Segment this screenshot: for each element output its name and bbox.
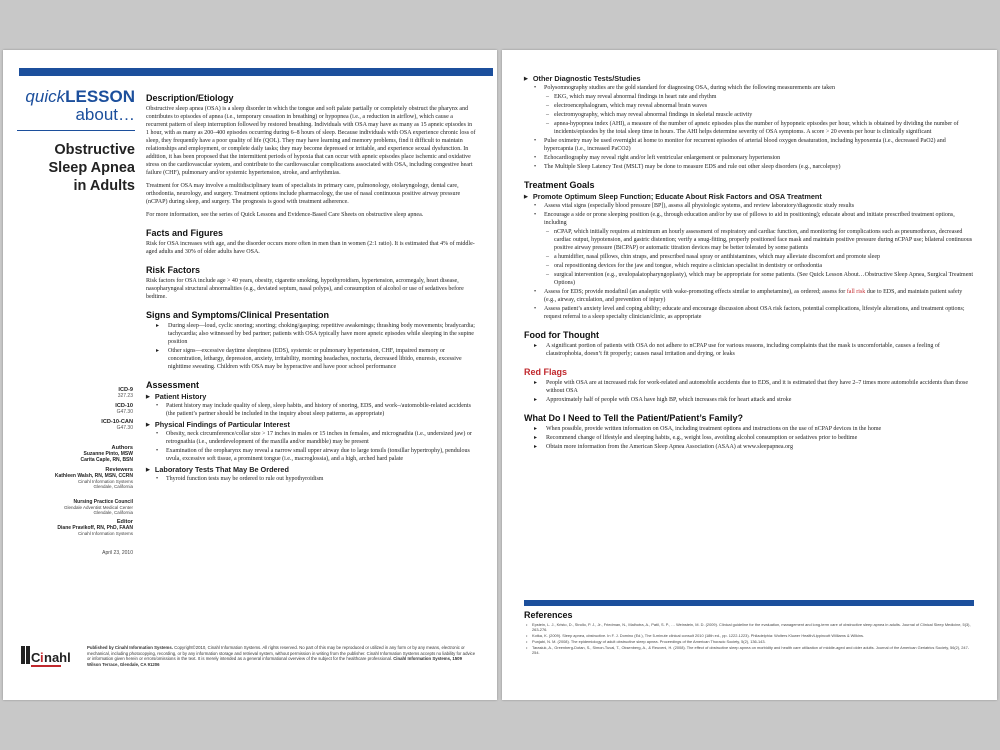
council-org: Glendale, California [93, 510, 133, 515]
sub-list-item: – a humidifier, nasal pillows, chin straps, and prescribed nasal spray or antihistamines, which may alleviate discomfort and promote sleep [524, 253, 974, 261]
publisher-notice [87, 645, 477, 667]
svg-text:i: i [40, 650, 44, 665]
svg-text:nahl: nahl [44, 650, 71, 665]
sub-list-item: – apnea-hypopnea index (AHI), a measure of the number of apneic episodes plus the number of hypopneic episodes per hour, which is obtained by dividing the number of incidents/episodes by the total sleep time in hours. The AHI helps determine severity of OSA symptoms. A score > 20 events per hour is clinically significant [524, 120, 974, 136]
reviewer-org: Glendale, California [93, 484, 133, 489]
sidebar-divider [17, 130, 135, 131]
council-label: Nursing Practice Council [73, 499, 133, 505]
brand-lesson: LESSON [65, 87, 135, 106]
reference-item: • Punjabi, N. M. (2008). The epidemiology of adult obstructive sleep apnea. Proceedings of the American Thoracic Society, 5(2), 136-143. [524, 639, 974, 644]
svg-text:C: C [31, 650, 41, 665]
subsection-heading: ▶ Other Diagnostic Tests/Studies [524, 74, 974, 83]
publisher-name: Published by Cinahl Information Systems. [87, 645, 173, 650]
brand-about: about… [75, 105, 135, 124]
sub-list-item: – EKG, which may reveal abnormal findings in heart rate and rhythm [524, 93, 974, 101]
list-item: • Encourage a side or prone sleeping position (e.g., through education and/or by use of pillows to aid in positioning); educate about and initiate prescribed treatment options, including [524, 211, 974, 227]
left-page [3, 50, 497, 700]
subsection-heading: ▶ Physical Findings of Particular Interest [146, 420, 476, 429]
codes-and-credits [17, 383, 133, 556]
reviewers-label: Reviewers [105, 467, 133, 473]
sidebar [17, 88, 135, 195]
title-line: Sleep Apnea [48, 160, 135, 176]
list-item: • Pulse oximetry may be used overnight at home to monitor for recurrent episodes of arterial blood oxygen desaturation, including hypoxemia (i.e., decreased PaO2) and hypercapnia (i.e., increased PaCO2) [524, 137, 974, 153]
list-item: • Assess patient’s anxiety level and coping ability; educate and encourage discussion about OSA risk factors, potential complications, lifestyle alterations, and treatment options; request referral to a sleep specialty clinician/clinic, as appropriate [524, 305, 974, 321]
publisher-address: Cinahl Information Systems, 1509 Wilson Terrace, Glendale, CA 91206 [87, 656, 462, 667]
authors-label: Authors [111, 445, 133, 451]
right-page [502, 50, 997, 700]
list-item: ▸ Recommend change of lifestyle and sleeping habits, e.g., weight loss, avoiding alcohol consumption or sedatives prior to bedtime [524, 434, 974, 442]
author-name: Suzanne Pinto, MSW [83, 451, 133, 457]
publication-date: April 23, 2010 [102, 550, 133, 556]
section-heading: Treatment Goals [524, 180, 595, 190]
list-item: • The Multiple Sleep Latency Test (MSLT) may be done to measure EDS and rule out other sleep disorders (e.g., narcolepsy) [524, 163, 974, 171]
list-item: • Thyroid function tests may be ordered to rule out hypothyroidism [146, 475, 476, 483]
list-item: ▸ People with OSA are at increased risk for work-related and automobile accidents due to EDS, and it is estimated that they have 2–7 times more automobile accidents than those without OSA [524, 379, 974, 395]
section-heading: What Do I Need to Tell the Patient/Patient’s Family? [524, 413, 744, 423]
list-item: ▸ Obtain more information from the American Sleep Apnea Association (ASAA) at www.sleepapnea.org [524, 443, 974, 451]
section-heading: Assessment [146, 380, 200, 390]
list-item [524, 288, 974, 304]
reviewer-name: Kathleen Walsh, RN, MSN, CCRN [54, 473, 133, 479]
reference-item: • Kotka, K. (2009). Sleep apnea, obstructive. In F. J. Domino (Ed.), The 5-minute clinical consult 2010 (18th ed., pp. 1222-1223). Philadelphia: Wolters Kluwer Health/Lippincott Williams & Wilkins. [524, 633, 974, 638]
section-heading: Food for Thought [524, 330, 599, 340]
references-section [524, 600, 974, 656]
references-bar [524, 600, 974, 606]
code-value: 327.23 [117, 393, 133, 399]
paragraph: Obstructive sleep apnea (OSA) is a sleep disorder in which the tongue and soft palate partially or completely obstruct the pharynx and contributes to episodes of apnea (i.e., temporary cessation in breathing) or hypopnea (i.e., a reduction in airflow), which cause a recurrent pattern of sleep interruption followed by restored breathing. Individuals with OSA may have as many as 15 apneic episodes in 1 hour, with as many as 200–400 episodes occurring during 6–8 hours of sleep. Because individuals with OSA experience chronic loss of sleep, they frequently have a poor quality of life (QOL). They may have learning and memory problems, find it difficult to maintain relationships and employment, or complete daily tasks; they may become depressed or irritable, and experience sexual dysfunction. In addition, it has been proposed that the intermittent periods of hypoxia that can occur with apneic episodes place ischemic and oxidative stress on the cardiovascular system, and contribute to the cardiovascular complications associated with OSA, including congestive heart failure (CHF), pulmonary and/or systemic hypertension, stroke, and arrhythmias. [146, 106, 476, 176]
brand-quick: quick [25, 87, 66, 106]
paragraph: Risk factors for OSA include age > 40 years, obesity, cigarette smoking, hypothyroidism, hypertension, acromegaly, heart disease, nasopharyngeal structural abnormalities (e.g., deviated septum, nasal polyps), and consumption of alcohol or use of sedatives before bedtime. [146, 278, 464, 300]
list-item: • Examination of the oropharynx may reveal a narrow small upper airway due to large tonsils (tonsillar hypertrophy), pendulous uvula, excessive soft tissue, a prominent tongue (i.e., macroglossia), and a high, arched hard palate [146, 447, 476, 463]
subsection-heading: ▶ Laboratory Tests That May Be Ordered [146, 465, 476, 474]
paragraph: Risk for OSA increases with age, and the disorder occurs more often in men than in women (2:1 ratio). It is estimated that 4% of middle-aged adults and 30% of older adults have OSA. [146, 241, 475, 255]
section-heading: Risk Factors [146, 265, 201, 275]
list-item: ▸ During sleep—loud, cyclic snoring; snorting; choking/gasping; repetitive awakenings; thrashing body movements; bradycardia; tachycardia; also witnessed by bed partner; patients with OSA typically have more apneic episodes while sleeping in the supine position [146, 322, 476, 346]
list-item: ▸ Other signs—excessive daytime sleepiness (EDS), systemic or pulmonary hypertension, CHF, impaired memory or concentration, lethargy, depression, anxiety, irritability, morning headaches, nocturia, decreased libido, enuresis, excessive nighttime sweating. Children with OSA may be hyperactive and have poor school performance [146, 347, 476, 371]
quick-lesson-brand [17, 88, 135, 124]
editor-org: Cinahl Information Systems [77, 531, 133, 536]
reference-item: • Epstein, L. J., Kristo, D., Strollo, P. J., Jr., Friedman, N., Malhotra, A., Patil, S. P., … Weinstein, M. D. (2009). Clinical guideline for the evaluation, management and long-term care of obstructive sleep apnea in adults. Journal of Clinical Sleep Medicine, 5(3), 263-276. [524, 622, 974, 632]
title-line: in Adults [73, 178, 135, 194]
reviewer-org: Cinahl Information Systems [77, 479, 133, 484]
list-item: • Assess vital signs (especially blood pressure [BP]), assess all physiologic systems, and review laboratory/diagnostic study results [524, 202, 974, 210]
right-content [524, 72, 974, 452]
list-item: ▸ When possible, provide written information on OSA, including treatment options and instructions on the use of nCPAP devices in the home [524, 425, 974, 433]
section-heading-red: Red Flags [524, 367, 568, 377]
code-label: ICD-9 [118, 387, 133, 393]
author-name: Carita Caple, RN, BSN [80, 457, 133, 463]
list-item: • Polysomnography studies are the gold standard for diagnosing OSA, during which the following measurements are taken [524, 84, 974, 92]
sub-list-item: – electromyography, which may reveal abnormal findings in skeletal muscle activity [524, 111, 974, 119]
paragraph: For more information, see the series of Quick Lessons and Evidence-Based Care Sheets on obstructive sleep apnea. [146, 212, 424, 218]
code-label: ICD-10 [115, 403, 133, 409]
text-run: due to EDS, and maintain patient safety (e.g., airway, circulation, and prevention of injury) [544, 289, 963, 303]
code-value: G47.30 [116, 425, 133, 431]
sub-list-item: – surgical intervention (e.g., uvulopalatopharyngoplasty), which may be appropriate for some patients. (See Quick Lesson About…Obstructive Sleep Apnea, Surgical Treatment Options) [524, 271, 974, 287]
editor-name: Diane Pravikoff, RN, PhD, FAAN [57, 525, 133, 531]
text-run: Assess for EDS; provide modafinil (an analeptic with wake-promoting effects similar to amphetamine), as ordered; assess for [544, 289, 847, 295]
left-content [146, 88, 476, 484]
subsection-heading: ▶ Patient History [146, 392, 476, 401]
copyright-text: Copyright©2010, Cinahl Information Systems. All rights reserved. No part of this may be reproduced or utilized in any form or by any means, electronic or mechanical, including photocopying, recording, or by any information storage and retrieval system, without permission in writing from the publisher. Cinahl Information Systems accepts no liability for advice or information given herein or errors/omissions in the text. It is merely intended as a general informational overview of the subject for the healthcare professional. [87, 645, 476, 661]
editor-label: Editor [116, 519, 133, 525]
subsection-heading: ▶ Promote Optimum Sleep Function; Educate About Risk Factors and OSA Treatment [524, 192, 974, 201]
list-item: • Echocardiography may reveal right and/or left ventricular enlargement or pulmonary hypertension [524, 154, 974, 162]
document-title [17, 141, 135, 195]
sub-list-item: – nCPAP, which initially requires at minimum an hourly assessment of respiratory and cardiac function, and monitoring for complications such as pneumothorax, decreased cardiac output, hypotension, and gastric distention; verify a snug-fitting, properly positioned face mask and maintain positive pressure during nCPAP use; bilateral continuous positive airway pressure (BiCPAP) or automatic titration devices may be better tolerated by some patients [524, 228, 974, 252]
list-item: • Patient history may include quality of sleep, sleep habits, and history of snoring, EDS, and work–/automobile-related accidents (the patient’s partner should be included in the inquiry about sleep patterns, as appropriate) [146, 402, 476, 418]
title-line: Obstructive [54, 142, 135, 158]
section-heading: Signs and Symptoms/Clinical Presentation [146, 310, 330, 320]
council-org: Glendale Adventist Medical Center [63, 505, 133, 510]
list-item: • Obesity, neck circumference/collar size > 17 inches in males or 15 inches in females, and micrognathia (i.e., undersized jaw) or retrognathia (i.e., underdevelopment of the maxilla and/or mandible) may be present [146, 430, 476, 446]
header-bar [19, 68, 493, 76]
fall-risk-highlight: fall risk [846, 289, 866, 295]
section-heading: Facts and Figures [146, 228, 224, 238]
sub-list-item: – oral repositioning devices for the jaw and tongue, which require a clinician specialist in dentistry or orthodontia [524, 262, 974, 270]
sub-list-item: – electroencephalogram, which may reveal abnormal brain waves [524, 102, 974, 110]
list-item: ▸ Approximately half of people with OSA have high BP, which increases risk for heart attack and stroke [524, 396, 974, 404]
section-heading: References [524, 610, 573, 620]
list-item: ▸ A significant portion of patients with OSA do not adhere to nCPAP use for various reasons, including complaints that the mask is uncomfortable, causes a feeling of claustrophobia, doesn’t fit properly; causes nasal irritation and drying, or leaks [524, 342, 974, 358]
cinahl-logo [21, 646, 71, 672]
code-value: G47.30 [116, 409, 133, 415]
reference-item: • Tarasiuk, A., Greenberg-Dotan, S., Simon-Tuval, T., Oksenberg, A., & Reuveni, H. (2008). The effect of obstructive sleep apnea on morbidity and health care utilization of middle-aged and older adults. Journal of the American Geriatrics Society, 56(2), 247-254. [524, 645, 974, 655]
paragraph: Treatment for OSA may involve a multidisciplinary team of specialists in primary care, pulmonology, otolaryngology, dental care, orthodontia, neurology, and surgery. Treatment options include pharmacology, the use of nasal continuous positive airway pressure (nCPAP) during sleep, and surgery. The prognosis is good with treatment adherence. [146, 183, 461, 205]
code-label: ICD-10-CAN [101, 419, 133, 425]
section-heading: Description/Etiology [146, 93, 234, 103]
